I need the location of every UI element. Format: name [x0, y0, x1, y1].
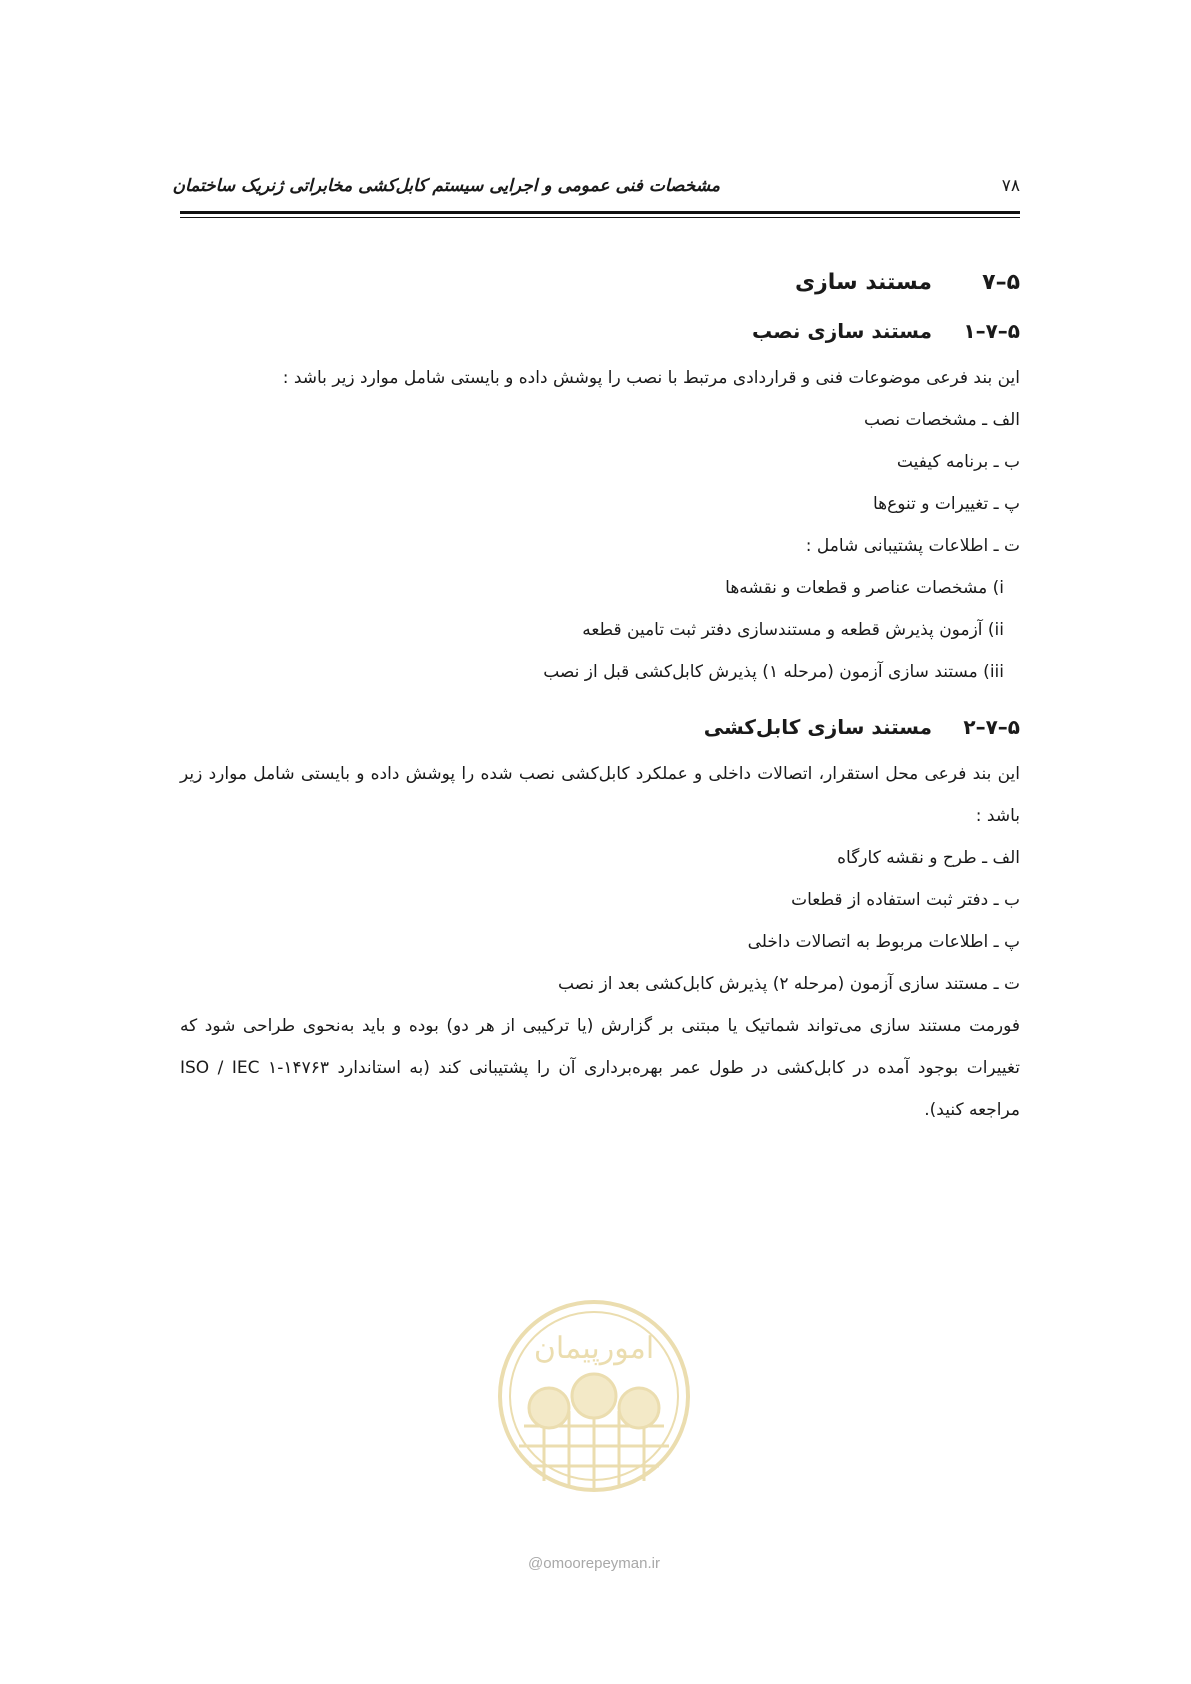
header-rule-thin [180, 217, 1020, 218]
section-heading [180, 270, 1020, 295]
list-item: الف ـ طرح و نقشه کارگاه [837, 848, 1020, 868]
sub-list-item: i) مشخصات عناصر و قطعات و نقشه‌ها [725, 578, 1004, 598]
subsection-number-1: ۵–۷–۱ [963, 319, 1020, 343]
page-header [172, 176, 1020, 206]
running-title: مشخصات فنی عمومی و اجرایی سیستم کابل‌کشی مخابراتی ژنریک ساختمان [172, 176, 720, 196]
main-content [180, 270, 1020, 1131]
sub-list-item: ii) آزمون پذیرش قطعه و مستندسازی دفتر ثبت تامین قطعه [582, 620, 1004, 640]
subsection-heading-2 [180, 715, 1020, 739]
watermark-logo-text: امورپیمان [533, 1331, 655, 1366]
list-item: پ ـ تغییرات و تنوع‌ها [872, 494, 1020, 514]
closing-paragraph: فورمت مستند سازی می‌تواند شماتیک یا مبتنی بر گزارش (یا ترکیبی از هر دو) بوده و باید به‌نحوی طراحی شود که تغییرات بوجود آمده در کابل‌کشی در طول عمر بهره‌برداری آن را پشتیبانی کند (به استاندارد ۱۴۷۶۳-۱ ISO / IEC مراجعه کنید). [180, 1016, 1020, 1120]
list-item: ت ـ اطلاعات پشتیبانی شامل : [805, 536, 1020, 556]
header-rule-thick [180, 211, 1020, 214]
section-number: ۵–۷ [982, 270, 1020, 295]
subsection-number-2: ۵–۷–۲ [963, 715, 1020, 739]
subsection-title-1: مستند سازی نصب [752, 319, 932, 343]
section-title: مستند سازی [794, 270, 932, 295]
watermark-url: @omoorepeyman.ir [528, 1555, 660, 1572]
subsection-title-2: مستند سازی کابل‌کشی [703, 715, 932, 739]
page-number: ۷۸ [1001, 176, 1020, 196]
list-item: ب ـ برنامه کیفیت [896, 452, 1020, 472]
subsection-intro-2: این بند فرعی محل استقرار، اتصالات داخلی و عملکرد کابل‌کشی نصب شده را پوشش داده و بایستی شامل موارد زیر باشد : [180, 764, 1020, 826]
subsection-intro-1: این بند فرعی موضوعات فنی و قراردادی مرتبط با نصب را پوشش داده و بایستی شامل موارد زیر باشد : [282, 368, 1020, 388]
list-item: پ ـ اطلاعات مربوط به اتصالات داخلی [747, 932, 1020, 952]
list-item: ب ـ دفتر ثبت استفاده از قطعات [791, 890, 1020, 910]
watermark-logo [494, 1296, 694, 1496]
sub-list-item: iii) مستند سازی آزمون (مرحله ۱) پذیرش کابل‌کشی قبل از نصب [543, 662, 1004, 682]
subsection-heading-1 [180, 319, 1020, 343]
list-item: ت ـ مستند سازی آزمون (مرحله ۲) پذیرش کابل‌کشی بعد از نصب [557, 974, 1020, 994]
list-item: الف ـ مشخصات نصب [863, 410, 1020, 430]
